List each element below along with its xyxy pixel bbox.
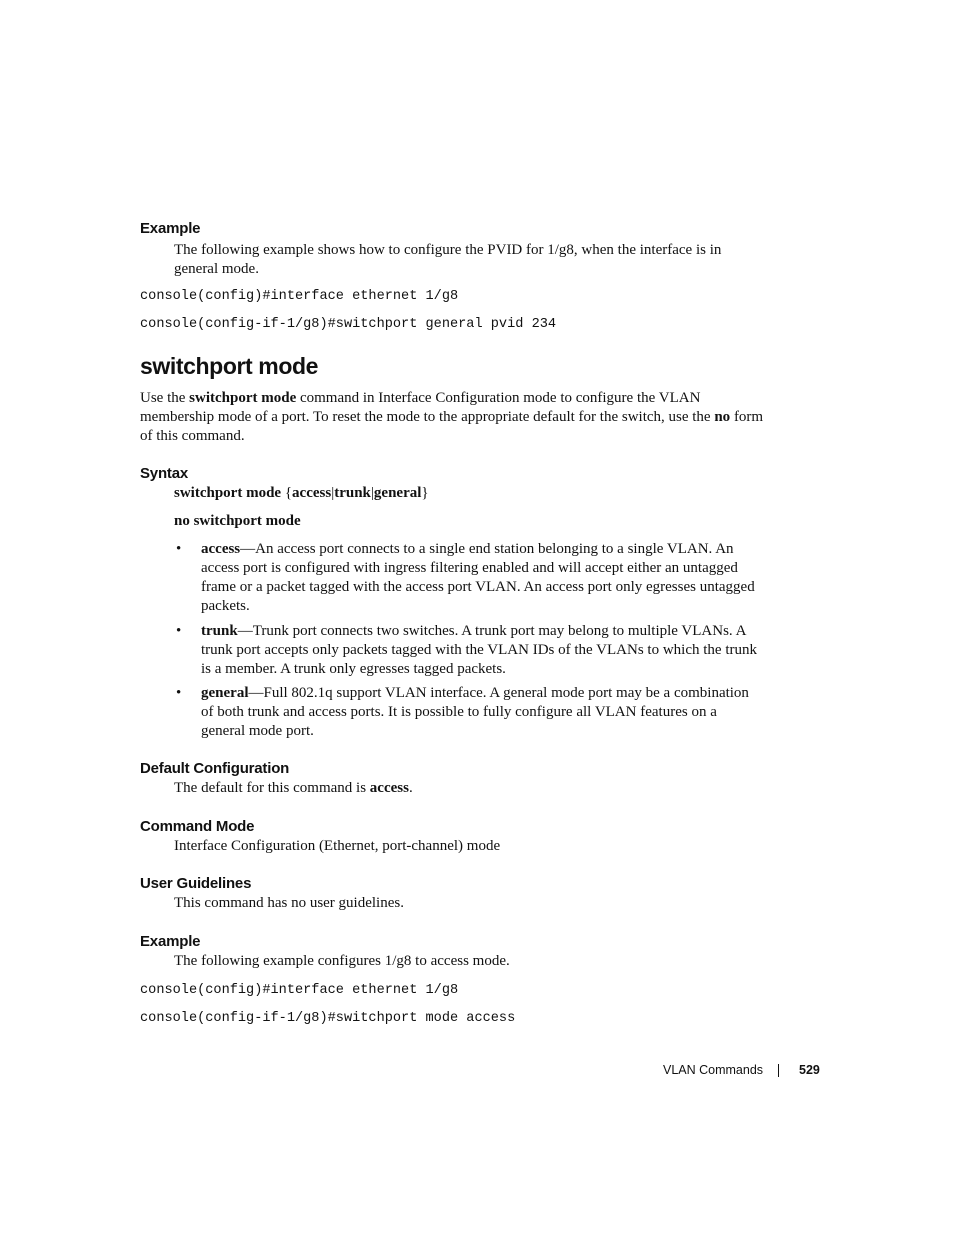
command-title: switchport mode <box>140 353 319 379</box>
page-number: 529 <box>799 1063 820 1077</box>
syntax-no-line: no switchport mode <box>174 513 301 529</box>
default-config-text: The default for this command is access. <box>174 780 413 796</box>
footer-section-label: VLAN Commands <box>663 1063 764 1077</box>
command-mode-text: Interface Configuration (Ethernet, port-channel) mode <box>174 838 501 854</box>
bullet-marker: • <box>176 685 182 701</box>
list-item: general—Full 802.1q support VLAN interface. A general mode port may be a combination of both trunk and access ports. It is possible to fully configure all VLAN features on a general mode port. <box>201 685 749 739</box>
footer-divider <box>778 1064 779 1077</box>
code-line: console(config)#interface ethernet 1/g8 <box>140 289 459 304</box>
code-line: console(config-if-1/g8)#switchport mode access <box>140 1011 516 1026</box>
default-config-heading: Default Configuration <box>140 760 290 777</box>
no-keyword: no <box>714 409 731 425</box>
bullet-marker: • <box>176 541 182 557</box>
code-line: console(config-if-1/g8)#switchport general pvid 234 <box>140 317 557 332</box>
syntax-line: switchport mode {access|trunk|general} <box>174 485 429 501</box>
user-guidelines-heading: User Guidelines <box>140 875 252 892</box>
code-line: console(config)#interface ethernet 1/g8 <box>140 983 459 998</box>
command-mode-heading: Command Mode <box>140 818 255 835</box>
user-guidelines-text: This command has no user guidelines. <box>174 895 404 911</box>
example-heading-top: Example <box>140 220 201 237</box>
example-description-bottom: The following example configures 1/g8 to access mode. <box>174 953 510 969</box>
syntax-heading: Syntax <box>140 465 188 482</box>
list-item: trunk—Trunk port connects two switches. A trunk port may belong to multiple VLANs. A trunk port accepts only packets tagged with the VLAN IDs of the VLANs to which the trunk is a member. A trunk only egresses tagged packets. <box>201 623 757 677</box>
example-description-top: The following example shows how to configure the PVID for 1/g8, when the interface is in general mode. <box>174 242 722 277</box>
example-heading-bottom: Example <box>140 933 201 950</box>
bullet-marker: • <box>176 623 182 639</box>
list-item: access—An access port connects to a single end station belonging to a single VLAN. An access port is configured with ingress filtering enabled and will accept either an untagged frame or a packet tagged with the access port VLAN. An access port only egresses untagged packets. <box>201 541 755 614</box>
command-intro: Use the switchport mode command in Interface Configuration mode to configure the VLAN membership mode of a port. To reset the mode to the appropriate default for the switch, use the no form of this command. <box>140 390 764 444</box>
command-name-inline: switchport mode <box>189 390 297 406</box>
